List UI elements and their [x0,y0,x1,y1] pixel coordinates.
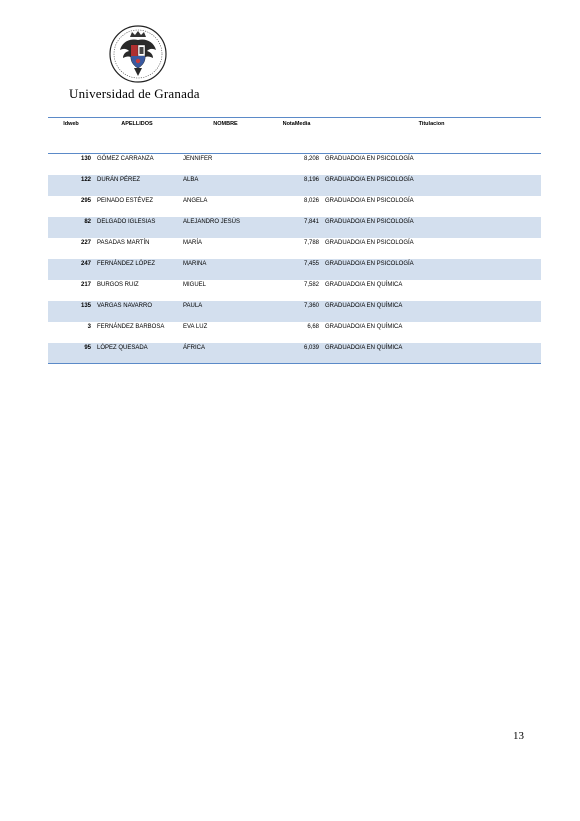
cell-idweb: 217 [80,281,91,288]
column-header-titulacion: Titulacion [418,121,445,127]
cell-apellidos: FERNÁNDEZ BARBOSA [97,323,165,330]
table-header-row [48,118,541,131]
table-row [48,343,541,364]
page-number: 13 [513,730,524,742]
table-row [48,175,541,196]
cell-nombre: MARINA [180,259,271,280]
cell-idweb: 122 [48,175,94,196]
cell-titulacion: GRADUADO/A EN PSICOLOGÍA [322,259,541,280]
cell-nombre: ANGELA [183,197,208,204]
cell-idweb: 135 [48,301,94,322]
cell-idweb: 82 [48,217,94,238]
column-header-idweb: Idweb [63,121,79,127]
table-row [48,280,541,301]
university-name: Universidad de Granada [69,86,200,101]
cell-nota-media: 8,196 [271,175,322,196]
cell-titulacion: GRADUADO/A EN QUÍMICA [322,301,541,322]
column-header-nombre: NOMBRE [213,121,238,127]
cell-titulacion: GRADUADO/A EN PSICOLOGÍA [322,175,541,196]
cell-idweb: 247 [48,259,94,280]
cell-nombre: ÁFRICA [180,343,271,364]
cell-nota-media: 7,360 [271,301,322,322]
cell-titulacion: GRADUADO/A EN PSICOLOGÍA [325,156,414,162]
cell-apellidos: DELGADO IGLESIAS [94,217,180,238]
table-row [48,154,541,175]
column-header-nota-media: NotaMedia [282,121,311,127]
cell-apellidos: PEINADO ESTÉVEZ [97,197,154,204]
cell-titulacion: GRADUADO/A EN QUÍMICA [325,281,403,288]
cell-titulacion: GRADUADO/A EN PSICOLOGÍA [322,217,541,238]
table-row [48,322,541,343]
cell-idweb: 130 [80,156,91,162]
column-header-apellidos: APELLIDOS [121,121,153,127]
cell-apellidos: LÓPEZ QUESADA [94,343,180,364]
cell-titulacion: GRADUADO/A EN QUÍMICA [325,323,403,330]
cell-nombre: JENNIFER [183,156,213,162]
cell-apellidos: BURGOS RUIZ [97,281,139,288]
cell-titulacion: GRADUADO/A EN PSICOLOGÍA [325,239,414,246]
cell-apellidos: FERNÁNDEZ LÓPEZ [94,259,180,280]
cell-nota-media: 7,788 [303,239,319,246]
table-row [48,196,541,217]
grades-table [48,117,541,364]
cell-nombre: MIGUEL [183,281,207,288]
cell-nota-media: 7,582 [303,281,319,288]
cell-nota-media: 7,455 [271,259,322,280]
cell-apellidos: DURÁN PÉREZ [94,175,180,196]
table-row [48,238,541,259]
table-row [48,259,541,280]
cell-nota-media: 8,026 [303,197,319,204]
cell-nombre: ALBA [180,175,271,196]
cell-idweb: 3 [87,323,91,330]
cell-nota-media: 8,208 [303,156,319,162]
cell-nota-media: 6,68 [307,323,319,330]
table-row [48,301,541,322]
cell-nombre: PAULA [180,301,271,322]
cell-apellidos: GÓMEZ CARRANZA [97,156,154,162]
cell-idweb: 227 [80,239,91,246]
cell-apellidos: VARGAS NAVARRO [94,301,180,322]
university-seal-logo [108,24,168,84]
table-row [48,217,541,238]
cell-nombre: ALEJANDRO JESÚS [180,217,271,238]
cell-idweb: 295 [80,197,91,204]
cell-nota-media: 6,039 [271,343,322,364]
cell-titulacion: GRADUADO/A EN QUÍMICA [322,343,541,364]
cell-apellidos: PASADAS MARTÍN [97,239,150,246]
cell-titulacion: GRADUADO/A EN PSICOLOGÍA [325,197,414,204]
cell-nombre: MARÍA [183,239,203,246]
cell-nota-media: 7,841 [271,217,322,238]
header-spacer [48,130,541,154]
cell-idweb: 95 [48,343,94,364]
cell-nombre: EVA LUZ [183,323,208,330]
